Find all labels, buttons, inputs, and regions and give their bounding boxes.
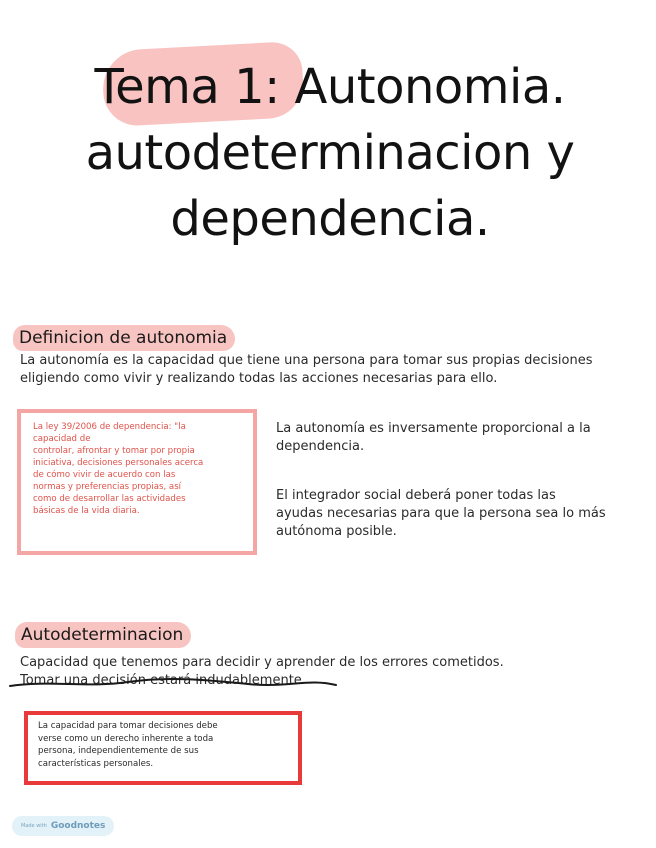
- capacidad-line: características personales.: [38, 758, 154, 769]
- capacidad-line: verse como un derecho inherente a toda: [38, 733, 214, 744]
- autodeterminacion-line-2-wrap: [20, 672, 640, 690]
- ley-line: como de desarrollar las actividades: [33, 494, 186, 504]
- capacidad-line: La capacidad para tomar decisiones debe: [38, 721, 218, 731]
- section-heading-definicion: Definicion de autonomia: [13, 325, 235, 351]
- autodeterminacion-line-1: Capacidad que tenemos para decidir y aprender de los errores cometidos.: [20, 655, 504, 670]
- integrador-line-3: autónoma posible.: [276, 524, 397, 539]
- autodeterminacion-paragraph: [20, 654, 640, 690]
- definicion-paragraph: [20, 352, 640, 388]
- ley-line: La ley 39/2006 de dependencia: "la: [33, 422, 186, 432]
- inversamente-paragraph: [276, 420, 636, 456]
- title-line-2: autodeterminacion y: [85, 125, 575, 181]
- struck-text: Tomar una decisión estará indudablemente: [20, 673, 302, 688]
- integrador-paragraph: [276, 487, 636, 541]
- inversamente-line-2: dependencia.: [276, 439, 365, 454]
- goodnotes-badge[interactable]: [12, 816, 114, 836]
- page-title: [60, 54, 600, 252]
- ley-line: capacidad de: [33, 434, 91, 444]
- scribble-strikethrough: [8, 676, 338, 692]
- ley-line: iniciativa, decisiones personales acerca: [33, 458, 204, 468]
- definicion-line-2: eligiendo como vivir y realizando todas las acciones necesarias para ello.: [20, 371, 498, 386]
- integrador-line-1: El integrador social deberá poner todas las: [276, 488, 556, 503]
- title-line-1: Tema 1: Autonomia.: [94, 59, 566, 115]
- title-line-3: dependencia.: [170, 191, 490, 247]
- badge-brand: Goodnotes: [50, 821, 106, 831]
- ley-line: controlar, afrontar y tomar por propia: [33, 446, 195, 456]
- capacidad-line: persona, independientemente de sus: [38, 746, 199, 756]
- section-heading-autodeterminacion: Autodeterminacion: [15, 622, 191, 648]
- capacidad-text: [38, 720, 288, 770]
- struck-text-wrap: [20, 672, 302, 690]
- capacidad-box: [24, 711, 302, 785]
- ley-line: de cómo vivir de acuerdo con las: [33, 470, 176, 480]
- ley-quote-box: [17, 409, 257, 555]
- inversamente-line-1: La autonomía es inversamente proporcional a la: [276, 421, 591, 436]
- integrador-line-2: ayudas necesarias para que la persona sea lo más: [276, 506, 606, 521]
- definicion-line-1: La autonomía es la capacidad que tiene una persona para tomar sus propias decisiones: [20, 353, 593, 368]
- badge-made-with: Made with: [21, 823, 47, 829]
- ley-quote-text: [33, 421, 243, 517]
- ley-line: básicas de la vida diaria.: [33, 506, 140, 516]
- ley-line: normas y preferencias propias, así: [33, 482, 182, 492]
